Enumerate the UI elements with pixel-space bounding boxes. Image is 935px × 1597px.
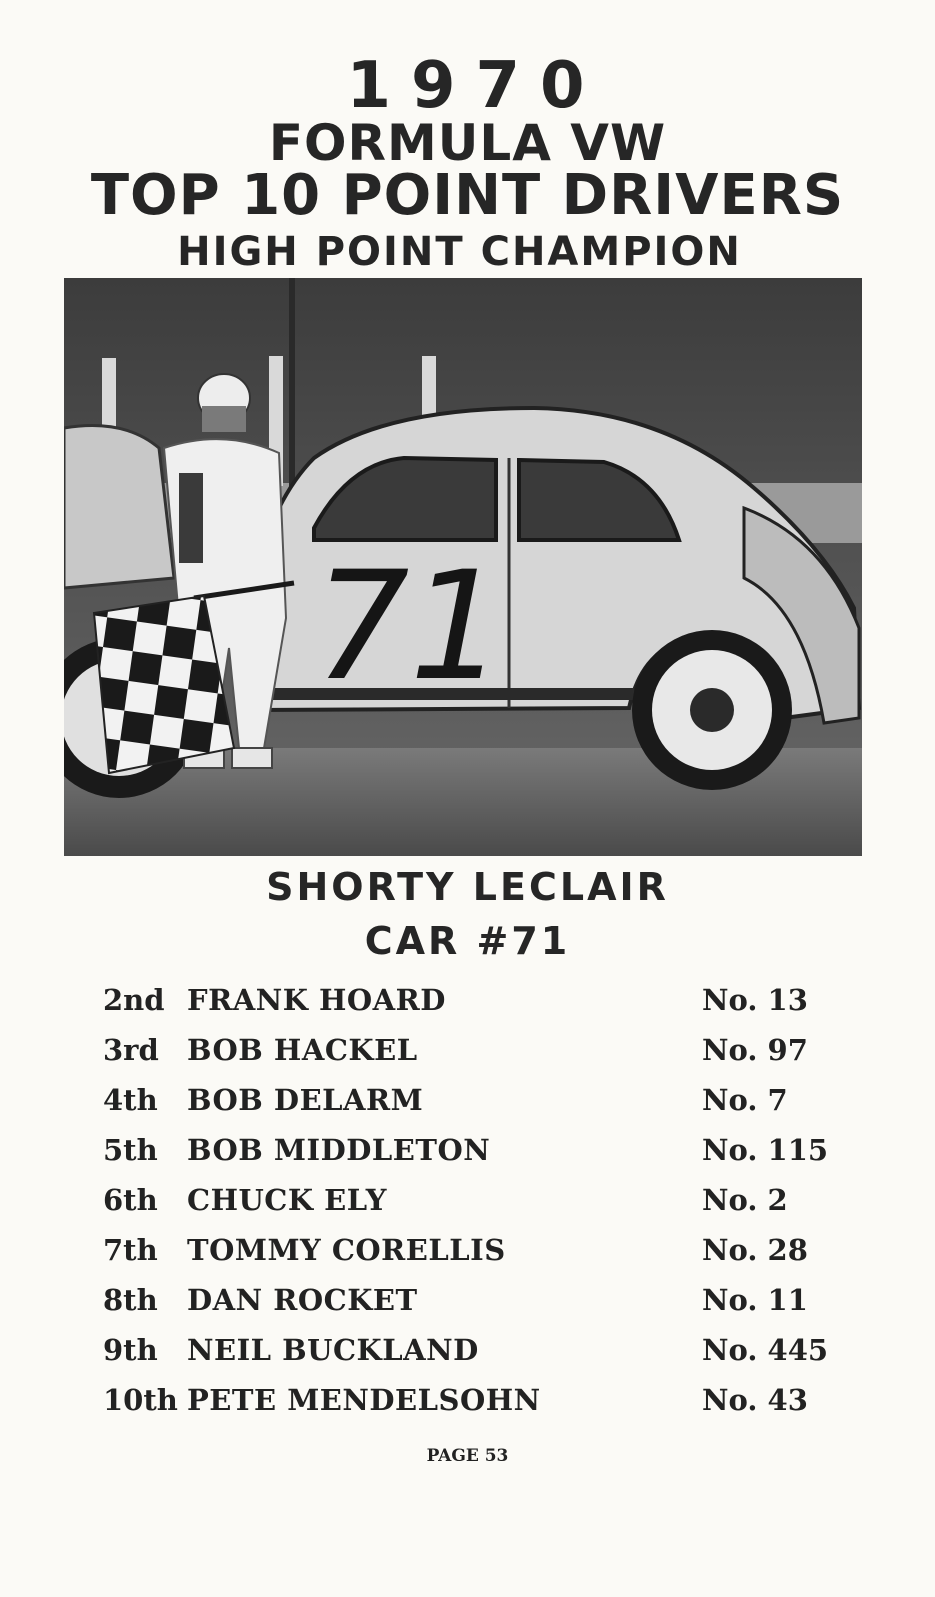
- list-item: [0, 1030, 935, 1070]
- car-number: No. 7: [702, 1083, 788, 1117]
- driver-name: DAN ROCKET: [187, 1283, 418, 1317]
- car-number: No. 43: [702, 1383, 808, 1417]
- photo-illustration: [64, 278, 862, 856]
- list-item: [0, 1380, 935, 1420]
- champion-name: SHORTY LECLAIR: [266, 865, 669, 909]
- subtitle-heading: TOP 10 POINT DRIVERS: [90, 163, 845, 228]
- driver-name: TOMMY CORELLIS: [187, 1233, 506, 1267]
- position-label: 2nd: [103, 983, 165, 1017]
- driver-name: BOB DELARM: [187, 1083, 424, 1117]
- fence-post: [422, 356, 436, 416]
- list-item: [0, 1280, 935, 1320]
- position-label: 10th: [103, 1383, 178, 1417]
- position-label: 9th: [103, 1333, 158, 1367]
- year-heading: 1970: [346, 49, 605, 123]
- list-item: [0, 1330, 935, 1370]
- list-item: [0, 1180, 935, 1220]
- driver-name: FRANK HOARD: [187, 983, 446, 1017]
- car-number: No. 11: [702, 1283, 808, 1317]
- trophy: [179, 473, 203, 563]
- champion-car: CAR #71: [364, 919, 571, 963]
- position-label: 8th: [103, 1283, 158, 1317]
- series-heading: FORMULA VW: [268, 114, 667, 172]
- car-number: No. 2: [702, 1183, 788, 1217]
- position-label: 4th: [103, 1083, 158, 1117]
- driver-name: BOB MIDDLETON: [187, 1133, 491, 1167]
- driver-name: CHUCK ELY: [187, 1183, 387, 1217]
- champion-photo: [64, 278, 862, 856]
- driver-name: NEIL BUCKLAND: [187, 1333, 479, 1367]
- car-number: No. 445: [702, 1333, 829, 1367]
- page-number: PAGE 53: [426, 1446, 509, 1466]
- background-car: [64, 426, 174, 589]
- driver-name: BOB HACKEL: [187, 1033, 418, 1067]
- car-number: No. 97: [702, 1033, 808, 1067]
- position-label: 6th: [103, 1183, 158, 1217]
- list-item: [0, 1080, 935, 1120]
- list-item: [0, 1130, 935, 1170]
- list-item: [0, 980, 935, 1020]
- car-number: No. 28: [702, 1233, 808, 1267]
- car-number-text: 71: [314, 540, 505, 714]
- car-number: No. 115: [702, 1133, 829, 1167]
- position-label: 5th: [103, 1133, 158, 1167]
- award-heading: HIGH POINT CHAMPION: [177, 229, 742, 275]
- driver-name: PETE MENDELSOHN: [187, 1383, 541, 1417]
- list-item: [0, 1230, 935, 1270]
- position-label: 3rd: [103, 1033, 159, 1067]
- car-number: No. 13: [702, 983, 808, 1017]
- position-label: 7th: [103, 1233, 158, 1267]
